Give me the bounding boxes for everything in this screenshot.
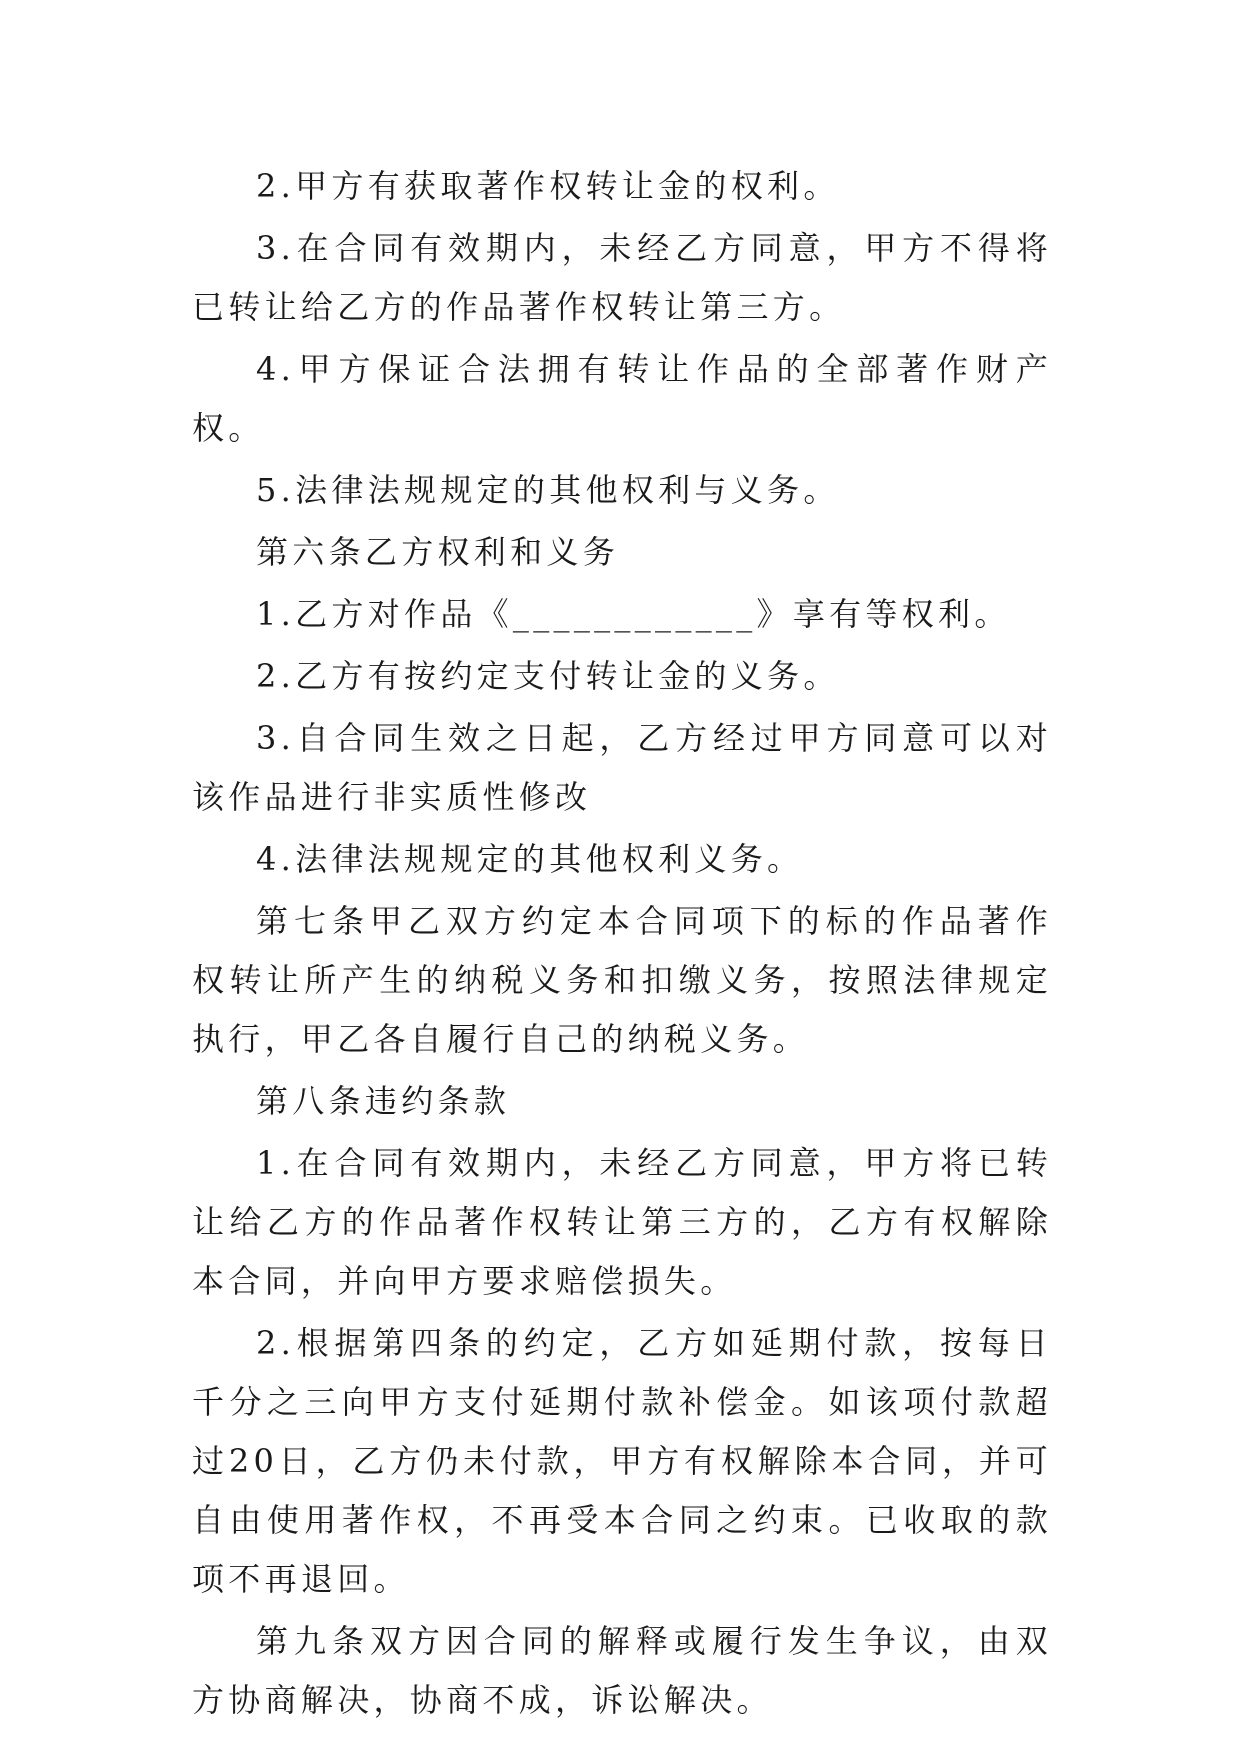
paragraph-party-b-2: 2.乙方有按约定支付转让金的义务。 bbox=[256, 657, 840, 695]
paragraph-right-4: 4.甲方保证合法拥有转让作品的全部著作财产权。 bbox=[192, 350, 1052, 447]
paragraph-party-b-4: 4.法律法规规定的其他权利义务。 bbox=[256, 840, 804, 878]
paragraph-right-2: 2.甲方有获取著作权转让金的权利。 bbox=[256, 167, 840, 205]
section-heading-article-8: 第八条违约条款 bbox=[256, 1082, 511, 1120]
document-body bbox=[192, 157, 1052, 1733]
paragraph-right-5: 5.法律法规规定的其他权利与义务。 bbox=[256, 471, 840, 509]
section-article-7: 第七条甲乙双方约定本合同项下的标的作品著作权转让所产生的纳税义务和扣缴义务，按照法律规定执行，甲乙各自履行自己的纳税义务。 bbox=[192, 902, 1052, 1058]
section-article-9: 第九条双方因合同的解释或履行发生争议，由双方协商解决，协商不成，诉讼解决。 bbox=[192, 1622, 1052, 1719]
paragraph-party-b-1: 1.乙方对作品《____________》享有等权利。 bbox=[256, 595, 1011, 633]
paragraph-breach-2: 2.根据第四条的约定，乙方如延期付款，按每日千分之三向甲方支付延期付款补偿金。如该项付款超过20日，乙方仍未付款，甲方有权解除本合同，并可自由使用著作权，不再受本合同之约束。已收取的款项不再退回。 bbox=[192, 1324, 1052, 1598]
paragraph-party-b-3: 3.自合同生效之日起，乙方经过甲方同意可以对该作品进行非实质性修改 bbox=[192, 719, 1052, 816]
paragraph-breach-1: 1.在合同有效期内，未经乙方同意，甲方将已转让给乙方的作品著作权转让第三方的，乙方有权解除本合同，并向甲方要求赔偿损失。 bbox=[192, 1144, 1052, 1300]
section-heading-article-6: 第六条乙方权利和义务 bbox=[256, 533, 620, 571]
paragraph-right-3: 3.在合同有效期内，未经乙方同意，甲方不得将已转让给乙方的作品著作权转让第三方。 bbox=[192, 229, 1052, 326]
